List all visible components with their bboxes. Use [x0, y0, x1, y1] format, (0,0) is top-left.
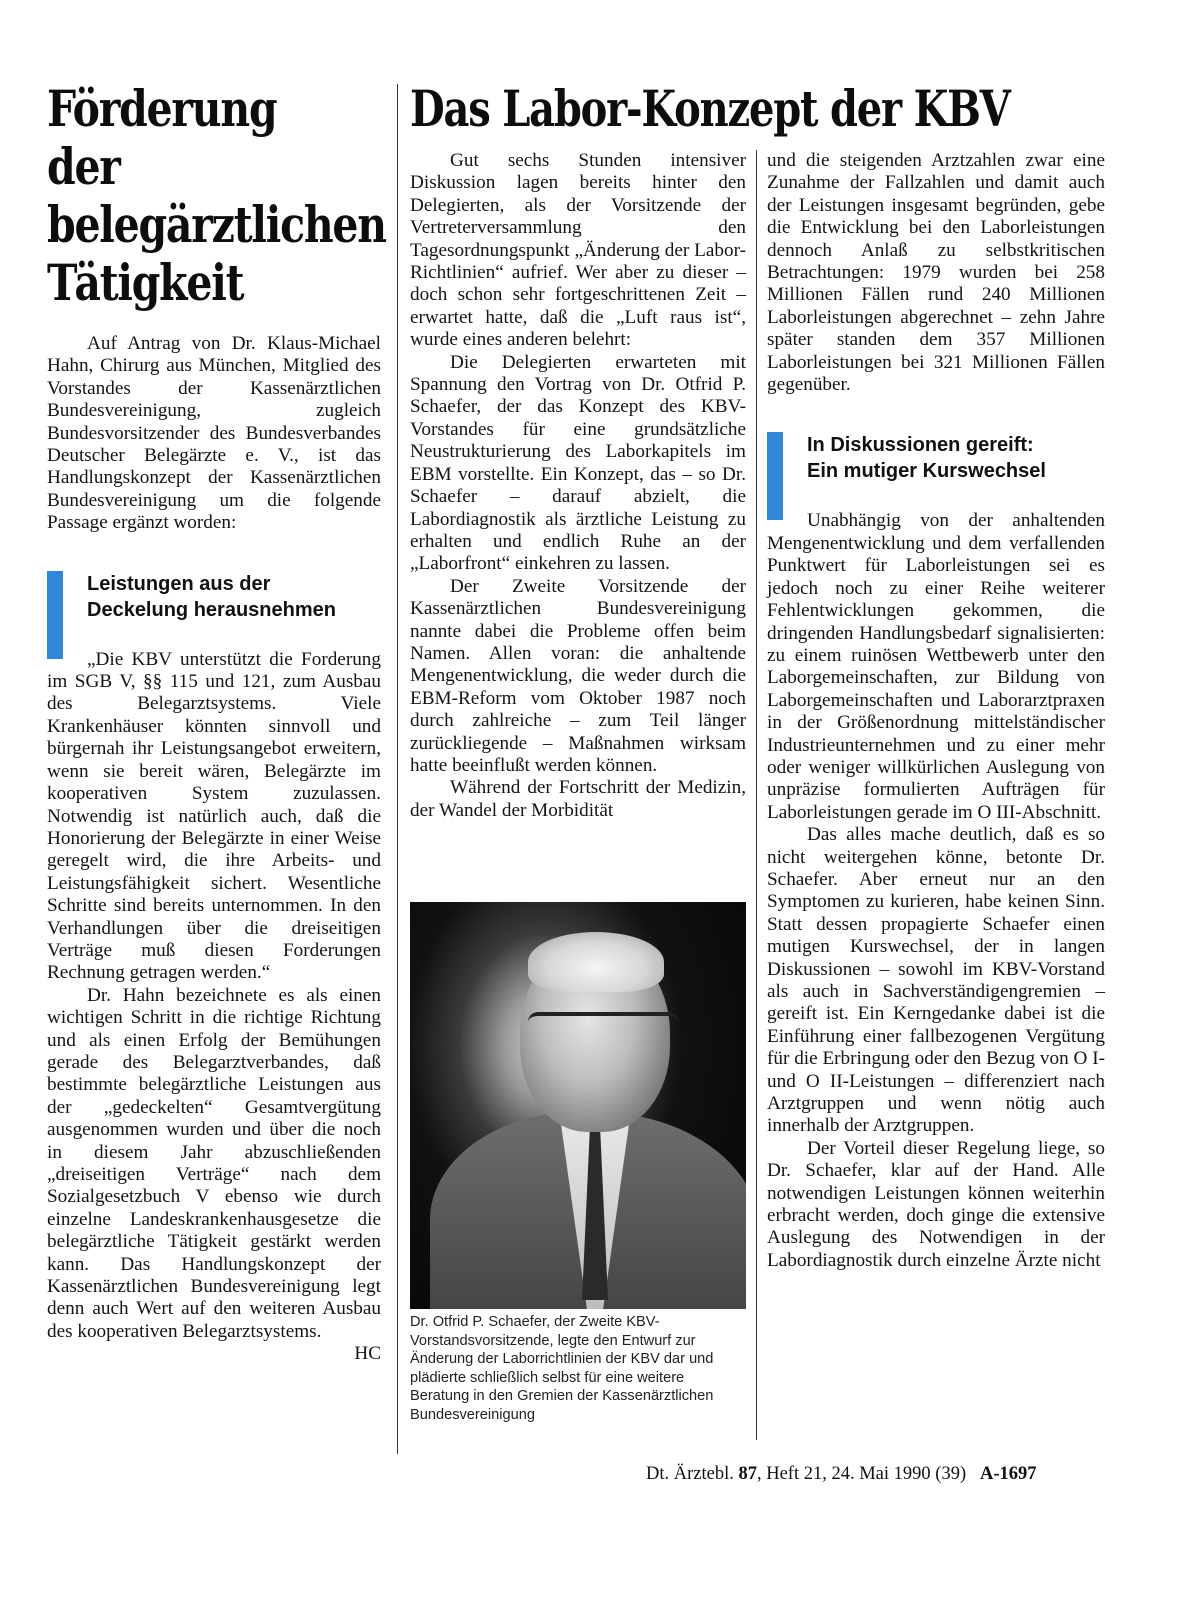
left-article [47, 79, 386, 1366]
right-col1-paragraph-1: Gut sechs Stunden intensiver Diskussion lagen bereits hinter den Delegierten, als der Vorsitzende der Vertreterversammlung den Tagesordnungspunkt „Änderung der Labor-Richtlinien“ aufrief. Wer aber zu dieser – doch schon sehr fortgeschrittenen Zeit – erwartet hatte, daß die „Luft raus ist“, wurde eines anderen belehrt: [410, 150, 746, 351]
left-title-line-3: belegärztlichen [47, 195, 386, 254]
right-col-2 [767, 150, 1105, 1272]
left-article-title [47, 79, 386, 312]
page-footer [646, 1464, 1116, 1485]
left-paragraph-1: „Die KBV unterstützt die Forderung im SGB V, §§ 115 und 121, zum Ausbau des Belegarztsystems. Viele Krankenhäuser könnten sinnvoll und bürgernah ihr Leistungsangebot erweitern, wenn sie bereit wären, Belegärzte im kooperativen System zuzulassen. Notwendig ist natürlich auch, daß die Honorierung der Belegärzte in einer Weise geregelt wird, die ihre Arbeits- und Leistungsfähigkeit sichert. Wesentliche Schritte sind bereits unternommen. In den Verhandlungen über die dreiseitigen Verträge muß diesen Forderungen Rechnung getragen werden.“ [47, 648, 381, 984]
left-subhead-line-2: Deckelung herausnehmen [87, 598, 336, 621]
left-title-line-2: der [47, 137, 120, 196]
right-col-1 [410, 150, 746, 822]
right-col1-paragraph-4: Während der Fortschritt der Medizin, der Wandel der Morbidität [410, 777, 746, 821]
left-subhead-line-1: Leistungen aus der [87, 572, 271, 595]
left-intro-text [47, 333, 381, 535]
photo-glasses [528, 1012, 678, 1056]
right-col2-paragraph-2: Unabhängig von der anhaltenden Mengenentwicklung und dem verfallenden Punktwert für Laborleistungen sei es jedoch noch zu einer Reihe weiterer Fehlentwicklungen gekommen, die dringenden Handlungsbedarf signalisierten: zu einem ruinösen Wettbewerb unter den Laborgemeinschaften, zur Bildung von Laborgemeinschaften und Laborarztpraxen in der Größenordnung mittelständischer Industrieunternehmen und zu einer mehr oder weniger willkürlichen Auslegung von unpräzise formulierten Aufträgen für Laborleistungen gerade im O III-Abschnitt. [767, 510, 1105, 823]
right-col2-paragraph-4: Der Vorteil dieser Regelung liege, so Dr. Schaefer, klar auf der Hand. Alle notwendigen Leistungen können weiterhin erbracht werden, doch ginge die extensive Auslegung des Notwendigen in der Labordiagnostik durch einzelne Ärzte nicht [767, 1137, 1105, 1271]
accent-bar-2 [767, 432, 783, 520]
right-subhead-line-2: Ein mutiger Kurswechsel [807, 460, 1046, 483]
photo-hair [528, 932, 664, 992]
column-divider-2 [756, 150, 757, 1440]
signature: HC [354, 1343, 381, 1365]
left-paragraph-2 [47, 984, 381, 1365]
portrait-photo [410, 902, 746, 1309]
right-col-2-top-text [767, 150, 1105, 396]
left-intro-paragraph: Auf Antrag von Dr. Klaus-Michael Hahn, Chirurg aus München, Mitglied des Vorstandes der Kassenärztlichen Bundesvereinigung, zugleich Bundesvorsitzender des Bundesverbandes Deutscher Belegärzte e. V., ist das Handlungskonzept der Kassenärztlichen Bundesvereinigung um die folgende Passage ergänzt worden: [47, 333, 381, 534]
left-title-line-4: Tätigkeit [47, 253, 244, 312]
footer-issue: , Heft 21, 24. Mai 1990 (39) [756, 1464, 967, 1484]
footer-volume: 87 [738, 1464, 757, 1484]
right-article-title: Das Labor-Konzept der KBV [410, 79, 1010, 138]
right-subhead-line-1: In Diskussionen gereift: [807, 434, 1034, 457]
left-main-text [47, 648, 381, 1365]
left-title-line-1: Förderung [47, 79, 277, 138]
right-col2-paragraph-3: Das alles mache deutlich, daß es so nicht weitergehen könne, betonte Dr. Schaefer. Aber erneut nur an den Symptomen zu kurieren, habe keinen Sinn. Statt dessen propagierte Schaefer einen mutigen Kurswechsel, der in langen Diskussionen – sowohl im KBV-Vorstand als auch in Sachverständigengremien – gereift ist. Ein Kerngedanke dabei ist die Einführung einer fallbezogenen Vergütung für die Erbringung oder den Bezug von O I- und O II-Leistungen – differenziert nach Arztgruppen und wenn nötig auch innerhalb der Arztgruppen. [767, 824, 1105, 1137]
footer-journal: Dt. Ärztebl. [646, 1464, 734, 1484]
footer-page-number: A-1697 [979, 1464, 1037, 1484]
right-col1-paragraph-2: Die Delegierten erwarteten mit Spannung den Vortrag von Dr. Otfrid P. Schaefer, der das Konzept des KBV-Vorstandes für eine grundsätzliche Neustrukturierung des Laborkapitels im EBM vorstellte. Ein Konzept, das – so Dr. Schaefer – darauf abzielt, die Labordiagnostik als ärztliche Leistung zu erhalten und endlich Ruhe an der „Laborfront“ einkehren zu lassen. [410, 351, 746, 575]
right-subhead-box [767, 432, 1105, 484]
photo-caption: Dr. Otfrid P. Schaefer, der Zweite KBV-Vorstandsvorsitzende, legte den Entwurf zur Änderung der Laborrichtlinien der KBV dar und plädierte schließlich selbst für eine weitere Beratung in den Gremien der Kassenärztlichen Bundesvereinigung [410, 1314, 714, 1423]
right-article-title-wrap [410, 80, 1110, 146]
right-col2-paragraph-1: und die steigenden Arztzahlen zwar eine Zunahme der Fallzahlen und damit auch der Leistungen insgesamt begründen, gebe die Entwicklung bei den Laborleistungen dennoch Anlaß zu selbstkritischen Betrachtungen: 1979 wurden bei 258 Millionen Fällen rund 240 Millionen Laborleistungen abgerechnet – zehn Jahre später standen dem 357 Millionen Laborleistungen bei 321 Millionen Fällen gegenüber. [767, 150, 1105, 396]
column-divider [397, 84, 398, 1454]
right-col-2-bottom-text [767, 510, 1105, 1272]
left-subhead-box [47, 571, 381, 623]
left-paragraph-2-text: Dr. Hahn bezeichnete es als einen wichtigen Schritt in die richtige Richtung und als einen Erfolg der Bemühungen gerade des Belegarztverbandes, daß bestimmte belegärztliche Leistungen aus der „gedeckelten“ Gesamtvergütung ausgenommen wurden und über die noch in diesem Jahr abzuschließenden „dreiseitigen Verträge“ nach dem Sozialgesetzbuch V ebenso wie durch einzelne Landeskrankenhausgesetze die belegärztliche Tätigkeit gestärkt werden kann. Das Handlungskonzept der Kassenärztlichen Bundesvereinigung legt denn auch Wert auf den weiteren Ausbau des kooperativen Belegarztsystems. [47, 984, 381, 1342]
accent-bar [47, 571, 63, 659]
right-col1-paragraph-3: Der Zweite Vorsitzende der Kassenärztlichen Bundesvereinigung nannte dabei die Probleme offen beim Namen. Allen voran: die anhaltende Mengenentwicklung, die weder durch die EBM-Reform vom Oktober 1987 noch durch zahlreiche – zum Teil länger zurückliegende – Maßnahmen wirksam hatte beeinflußt werden können. [410, 575, 746, 776]
right-col-1-text [410, 150, 746, 822]
